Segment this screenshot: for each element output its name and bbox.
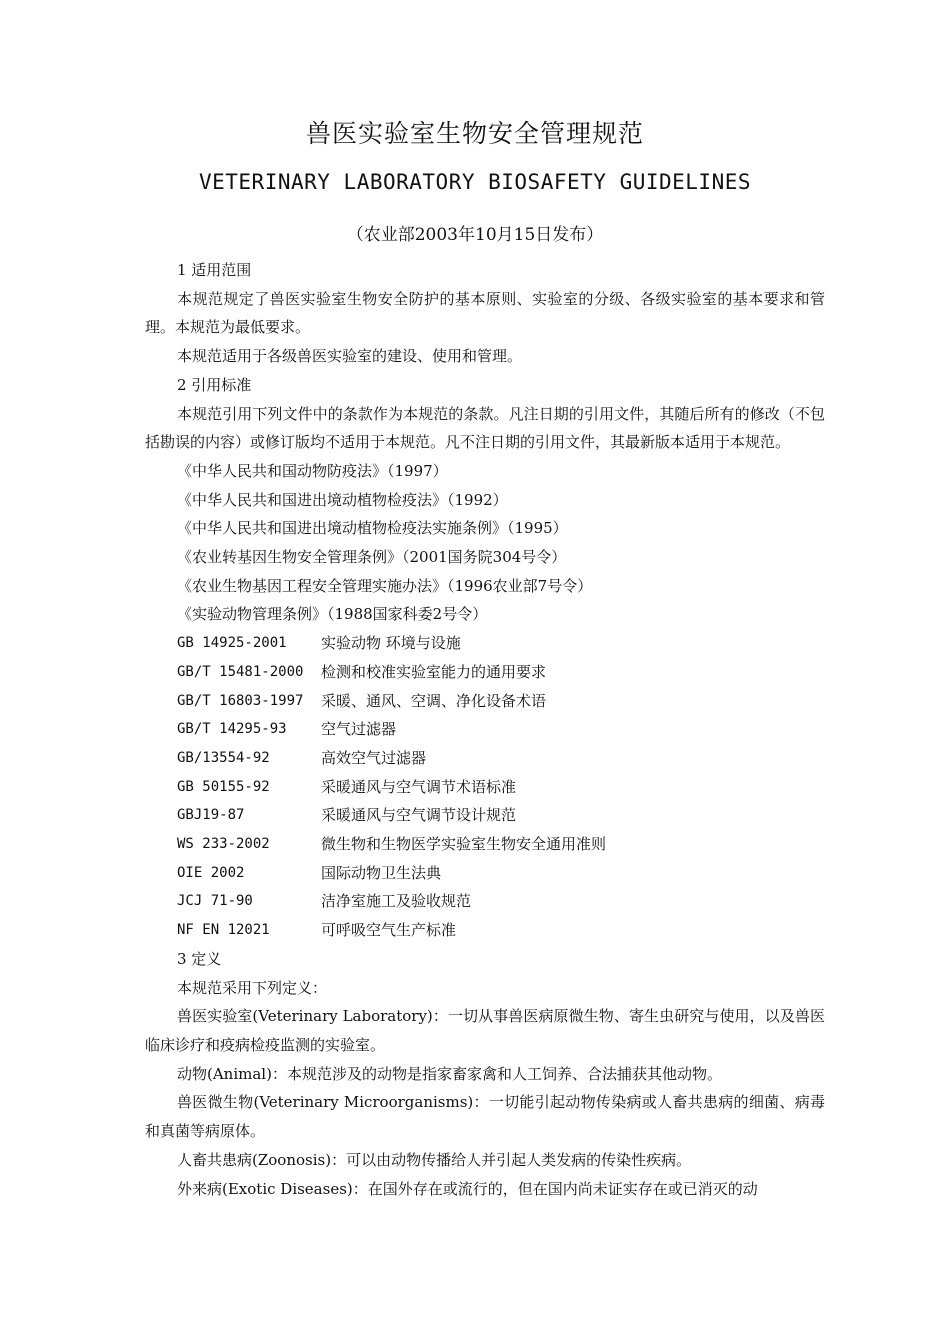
standard-name: 检测和校准实验室能力的通用要求 — [321, 662, 547, 681]
standard-row — [145, 773, 825, 802]
paragraph: 本规范适用于各级兽医实验室的建设、使用和管理。 — [177, 347, 523, 366]
standard-row — [145, 830, 825, 859]
standard-name: 采暖通风与空气调节设计规范 — [321, 806, 517, 825]
paragraph: 本规范规定了兽医实验室生物安全防护的基本原则、实验室的分级、各级实验室的基本要求和管理。本规范为最低要求。 — [145, 289, 825, 337]
law-reference: 《中华人民共和国进出境动植物检疫法》（1992） — [177, 490, 508, 509]
standard-code: GB 50155-92 — [177, 778, 270, 795]
standard-code: GB/T 14295-93 — [177, 721, 287, 738]
standard-code: GB/13554-92 — [177, 749, 270, 766]
standard-name: 实验动物 环境与设施 — [321, 634, 461, 653]
section-heading: 3 定义 — [177, 949, 222, 968]
law-reference: 《中华人民共和国进出境动植物检疫法实施条例》（1995） — [177, 519, 568, 538]
standard-row — [145, 629, 825, 658]
standard-code: NF EN 12021 — [177, 922, 270, 939]
standard-row — [145, 658, 825, 687]
standard-code: GB/T 15481-2000 — [177, 663, 304, 680]
standard-row — [145, 744, 825, 773]
standard-name: 高效空气过滤器 — [321, 748, 427, 767]
law-reference: 《实验动物管理条例》（1988国家科委2号令） — [177, 605, 488, 624]
standard-row — [145, 801, 825, 830]
law-reference: 《农业生物基因工程安全管理实施办法》（1996农业部7号令） — [177, 576, 593, 595]
standard-code: GB 14925-2001 — [177, 635, 287, 652]
definition: 动物(Animal)：本规范涉及的动物是指家畜家禽和人工饲养、合法捕获其他动物。 — [177, 1064, 722, 1083]
standard-row — [145, 859, 825, 888]
standard-code: GBJ19-87 — [177, 807, 245, 824]
paragraph: 本规范采用下列定义： — [177, 978, 328, 997]
standard-row — [145, 687, 825, 716]
standard-code: JCJ 71-90 — [177, 893, 253, 910]
definition: 兽医微生物(Veterinary Microorganisms)：一切能引起动物传染病或人畜共患病的细菌、病毒和真菌等病原体。 — [145, 1093, 825, 1141]
standard-row — [145, 916, 825, 945]
standard-name: 可呼吸空气生产标准 — [321, 921, 457, 940]
standard-row — [145, 715, 825, 744]
definition: 外来病(Exotic Diseases)：在国外存在或流行的，但在国内尚未证实存在或已消灭的动 — [177, 1179, 758, 1198]
standard-code: OIE 2002 — [177, 864, 245, 881]
section-heading: 2 引用标准 — [177, 375, 252, 394]
standard-name: 采暖通风与空气调节术语标准 — [321, 777, 517, 796]
law-reference: 《中华人民共和国动物防疫法》（1997） — [177, 461, 448, 480]
standard-name: 空气过滤器 — [321, 720, 397, 739]
standard-reference-list — [145, 629, 825, 945]
standard-code: GB/T 16803-1997 — [177, 692, 304, 709]
definition: 人畜共患病(Zoonosis)：可以由动物传播给人并引起人类发病的传染性疾病。 — [177, 1150, 692, 1169]
section-heading: 1 适用范围 — [177, 261, 252, 279]
document-subtitle: VETERINARY LABORATORY BIOSAFETY GUIDELINES — [198, 170, 751, 194]
standard-row — [145, 887, 825, 916]
standard-name: 采暖、通风、空调、净化设备术语 — [321, 691, 547, 710]
standard-name: 国际动物卫生法典 — [321, 863, 442, 882]
standard-name: 洁净室施工及验收规范 — [321, 892, 472, 911]
law-reference: 《农业转基因生物安全管理条例》（2001国务院304号令） — [177, 548, 567, 567]
document-title: 兽医实验室生物安全管理规范 — [305, 119, 644, 148]
definition: 兽医实验室(Veterinary Laboratory)：一切从事兽医病原微生物、寄生虫研究与使用，以及兽医临床诊疗和疫病检疫监测的实验室。 — [145, 1007, 825, 1054]
law-reference-list — [145, 457, 825, 629]
standard-code: WS 233-2002 — [177, 836, 270, 853]
standard-name: 微生物和生物医学实验室生物安全通用准则 — [321, 835, 607, 854]
document-body — [145, 256, 825, 1203]
issue-note: （农业部2003年10月15日发布） — [346, 225, 604, 245]
paragraph: 本规范引用下列文件中的条款作为本规范的条款。凡注日期的引用文件，其随后所有的修改（不包括勘误的内容）或修订版均不适用于本规范。凡不注日期的引用文件，其最新版本适用于本规范。 — [145, 404, 825, 452]
